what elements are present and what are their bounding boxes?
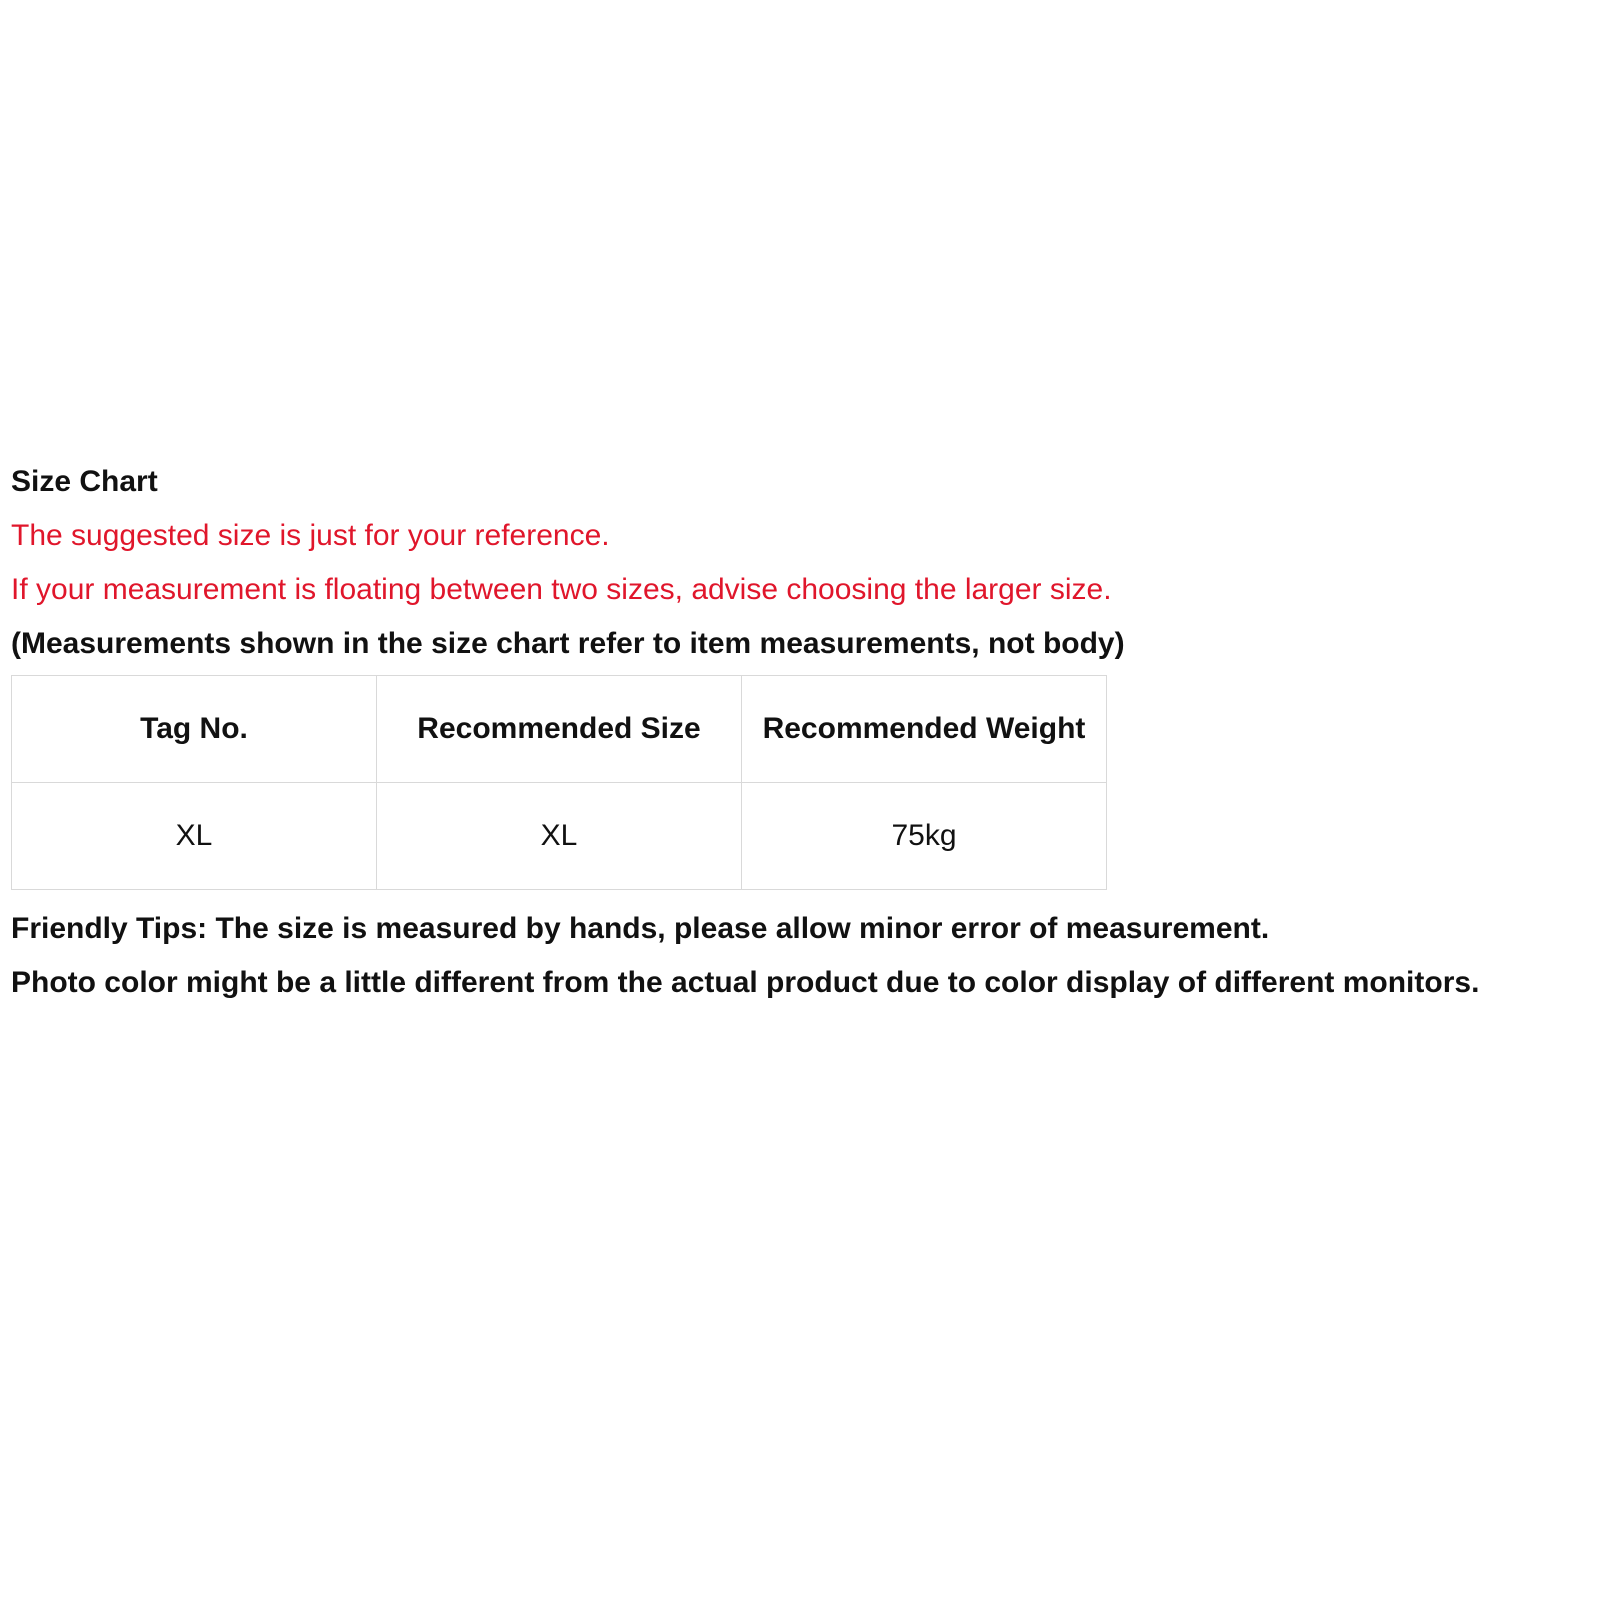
size-table: [11, 675, 1107, 890]
note-reference: The suggested size is just for your reference.: [11, 519, 610, 552]
table-header-row: [12, 676, 1107, 783]
header-recommended-weight: Recommended Weight: [742, 676, 1107, 783]
tips-section: [11, 902, 1596, 1010]
page-title: Size Chart: [11, 465, 158, 498]
header-recommended-size: Recommended Size: [377, 676, 742, 783]
measurement-disclaimer: (Measurements shown in the size chart refer to item measurements, not body): [11, 627, 1125, 660]
cell-recommended-weight: 75kg: [742, 783, 1107, 890]
size-chart-section: [11, 455, 1596, 1010]
tip-measurement-error: Friendly Tips: The size is measured by hands, please allow minor error of measurement.: [11, 912, 1270, 945]
cell-recommended-size: XL: [377, 783, 742, 890]
table-row: [12, 783, 1107, 890]
cell-tag-no: XL: [12, 783, 377, 890]
note-larger-size: If your measurement is floating between two sizes, advise choosing the larger size.: [11, 573, 1112, 606]
header-tag-no: Tag No.: [12, 676, 377, 783]
tip-photo-color: Photo color might be a little different from the actual product due to color display of different monitors.: [11, 966, 1480, 999]
